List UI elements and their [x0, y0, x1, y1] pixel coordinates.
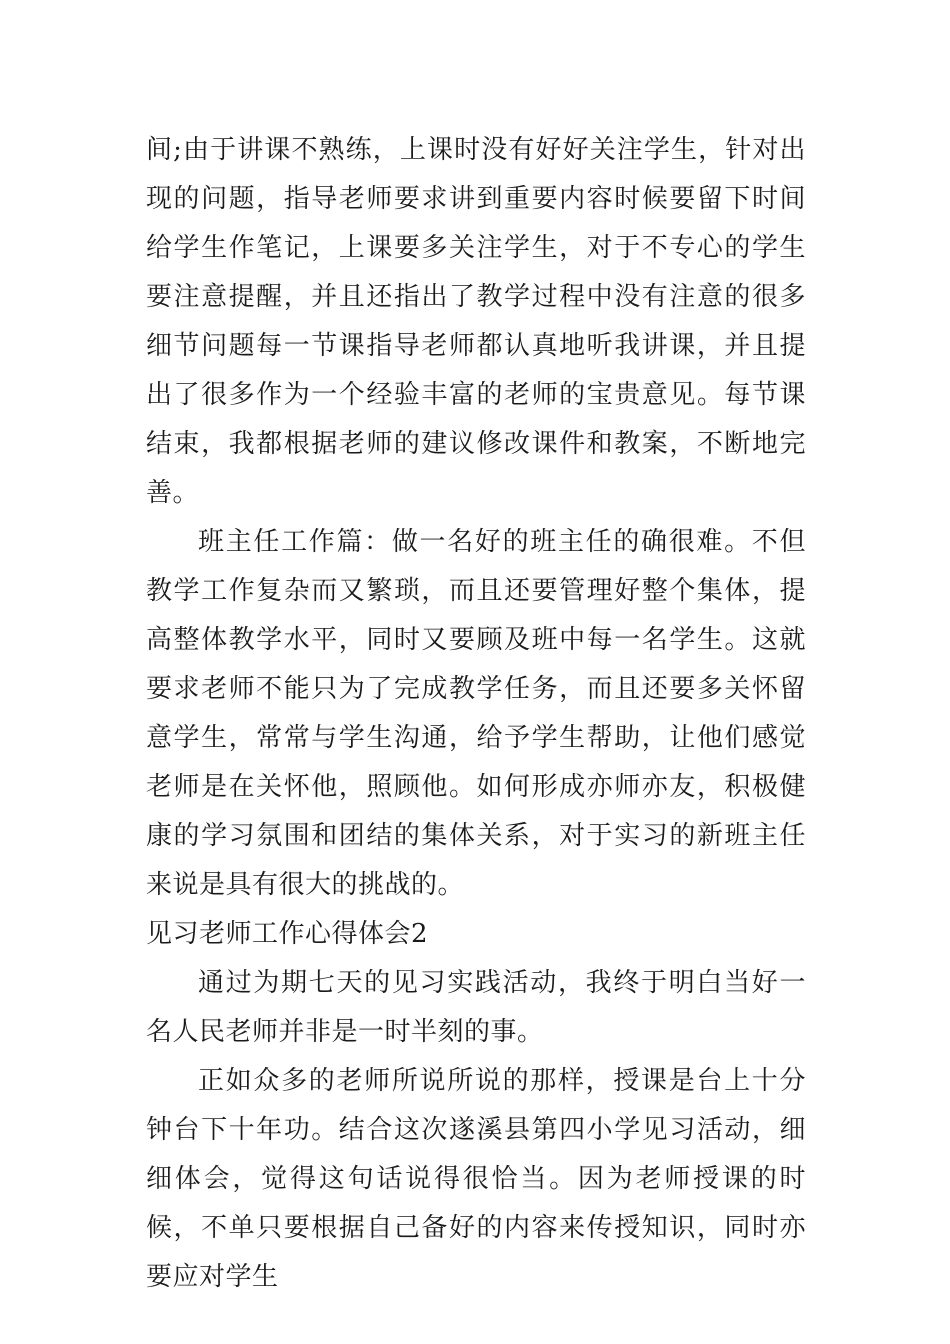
document-body — [146, 126, 806, 1302]
paragraph-internship-intro: 通过为期七天的见习实践活动，我终于明白当好一名人民老师并非是一时半刻的事。 — [146, 968, 806, 1047]
paragraph-head-teacher-work: 班主任工作篇：做一名好的班主任的确很难。不但教学工作复杂而又繁琐，而且还要管理好整个集体，提高整体教学水平，同时又要顾及班中每一名学生。这就要求老师不能只为了完成教学任务，而且还要多关怀留意学生，常常与学生沟通，给予学生帮助，让他们感觉老师是在关怀他，照顾他。如何形成亦师亦友，积极健康的学习氛围和团结的集体关系，对于实习的新班主任来说是具有很大的挑战的。 — [146, 527, 806, 900]
paragraph-continuation: 间;由于讲课不熟练，上课时没有好好关注学生，针对出现的问题，指导老师要求讲到重要内容时候要留下时间给学生作笔记，上课要多关注学生，对于不专心的学生要注意提醒，并且还指出了教学过程中没有注意的很多细节问题每一节课指导老师都认真地听我讲课，并且提出了很多作为一个经验丰富的老师的宝贵意见。每节课结束，我都根据老师的建议修改课件和教案，不断地完善。 — [146, 135, 806, 508]
section-heading: 见习老师工作心得体会2 — [146, 919, 429, 949]
paragraph-teaching-reflection: 正如众多的老师所说所说的那样，授课是台上十分钟台下十年功。结合这次遂溪县第四小学见习活动，细细体会，觉得这句话说得很恰当。因为老师授课的时候，不单只要根据自己备好的内容来传授知识，同时亦要应对学生 — [146, 1066, 806, 1292]
